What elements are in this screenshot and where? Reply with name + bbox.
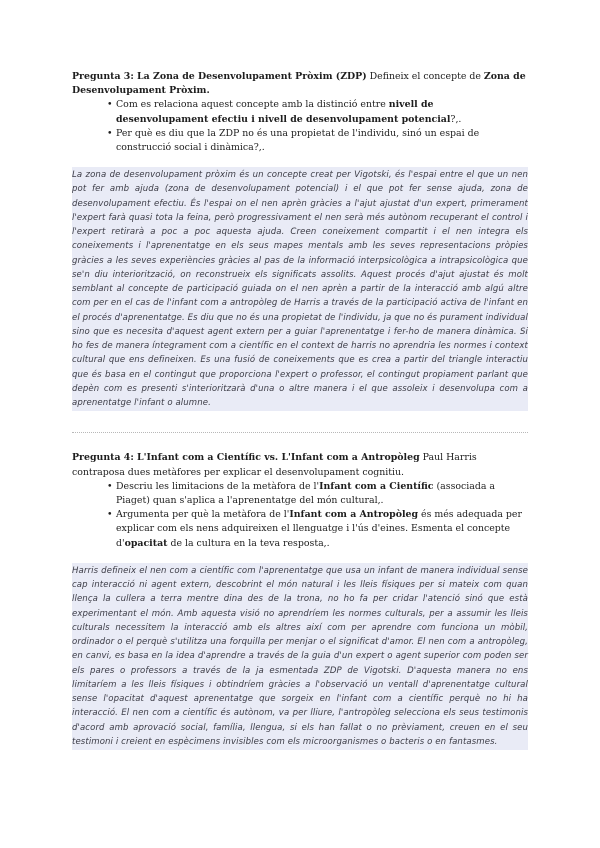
document-page [72, 70, 528, 750]
question-4-bullets [72, 480, 528, 551]
bullet-text: Descriu les limitacions de la metàfora de l' [116, 480, 320, 492]
question-3-title: Pregunta 3: La Zona de Desenvolupament Pròxim (ZDP) [72, 71, 367, 82]
bullet-text: (associada a Piaget) quan s'aplica a l'aprenentatge del món cultural,. [116, 480, 496, 507]
answer-4: Harris defineix el nen com a científic com l'aprenentatge que usa un infant de manera individual sense cap interacció ni agent extern, descobrint el món natural i les lleis físiques per si mateix com quan llença la cullera a terra mentre dina des de la trona, no ho fa per cridar l'atenció sinó que està experimentant el món. Amb aquesta visió no aprendríem les normes culturals, per a assumir les lleis culturals necessitem la interacció amb els altres així com per aprendre com funciona un mòbil, ordinador o el perquè s'utilitza una forquilla per menjar o el significat d'amor. El nen com a antropòleg, en canvi, es basa en la idea d'aprendre a través de la guia d'un expert o agent superior com poden ser els pares o professors a través de la ja esmentada ZDP de Vigotski. D'aquesta manera no ens limitaríem a les lleis físiques i obtindríem gràcies a l'observació un ventall d'aprenentatge cultural sense l'opacitat d'aquest aprenentatge que sorgeix en l'infant com a científic perquè no hi ha interacció. El nen com a científic és autònom, va per lliure, l'antropòleg selecciona els seus testimonis d'acord amb aprovació social, família, llengua, si els han fallat o no prèviament, creuen en el seu testimoni i creient en espècimens invisibles com els microorganismes o bacteris o en fantasmes. [72, 563, 528, 750]
question-3-term: Zona de Desenvolupament Pròxim. [72, 71, 526, 97]
divider [72, 432, 528, 433]
bullet-text: és més adequada per explicar com els nens adquireixen el llenguatge i l'ús d'eines. Esmenta el concepte d' [116, 509, 522, 549]
question-3-bullets [72, 98, 528, 155]
question-4-heading [72, 451, 528, 479]
list-item [116, 508, 528, 551]
bullet-bold: Infant com a Científic [319, 480, 434, 492]
bullet-text: Argumenta per què la metàfora de l' [116, 509, 290, 521]
question-4-title: Pregunta 4: L'Infant com a Científic vs. L'Infant com a Antropòleg [72, 452, 420, 464]
list-item [116, 127, 528, 155]
question-3-heading [72, 70, 528, 98]
list-item [116, 98, 528, 126]
bullet-bold: nivell de desenvolupament efectiu i nivell de desenvolupament potencial [116, 99, 451, 125]
bullet-text: ?,. [450, 113, 462, 125]
bullet-text: Com es relaciona aquest concepte amb la distinció entre [116, 99, 389, 111]
answer-3: La zona de desenvolupament pròxim és un concepte creat per Vigotski, és l'espai entre el que un nen pot fer amb ajuda (zona de desenvolupament potencial) i el que pot fer sense ajuda, zona de desenvolupament efectiu. És l'espai on el nen aprèn gràcies a l'ajut ajustat d'un expert, primerament l'expert farà quasi tota la feina, però progressivament el nen serà més autònom recuperant el control i l'expert retirarà a poc a poc aquesta ajuda. Creen coneixement compartit i el nen integra els coneixements i l'aprenentatge en els seus mapes mentals amb les seves representacions pròpies gràcies a les seves experiències gràcies al pas de la informació interpsicològica a intrapsicològica que se'n diu interiorització, on reconstrueix els significats assolits. Aquest procés d'ajut ajustat és molt semblant al concepte de participació guiada on el nen aprèn a partir de la interacció amb algú altre com per en el cas de l'infant com a antropòleg de Harris a través de la participació activa de l'infant en el procés d'aprenentatge. Es diu que no és una propietat de l'individu, ja que no és purament individual sino que es necesita d'aquest agent extern per a guiar l'aprenentatge i fer-ho de manera dinàmica. Si ho fes de manera íntegrament com a científic en el context de harris no aprendria les normes i context cultural que ens defineixen. Es una fusió de coneixements que es crea a partir del triangle interactiu que és basa en el contingut que proporciona l'expert o professor, el contingut propiament parlant que depèn com es presenti s'interioritzarà d'una o altre manera i el que assoleix i desenvolupa com a aprenentatge l'infant o alumne. [72, 167, 528, 411]
question-4-intro: Paul Harris contraposa dues metàfores per explicar el desenvolupament cognitiu. [72, 452, 477, 478]
question-3 [72, 70, 528, 155]
question-3-intro: Defineix el concepte de [366, 71, 484, 82]
bullet-text: Per què es diu que la ZDP no és una propietat de l'individu, sinó un espai de construcció social i dinàmica?,. [116, 127, 480, 154]
question-4 [72, 451, 528, 550]
list-item [116, 480, 528, 508]
bullet-bold: opacitat [124, 537, 168, 549]
bullet-bold: Infant com a Antropòleg [289, 509, 419, 521]
bullet-text: de la cultura en la teva resposta,. [167, 537, 330, 549]
